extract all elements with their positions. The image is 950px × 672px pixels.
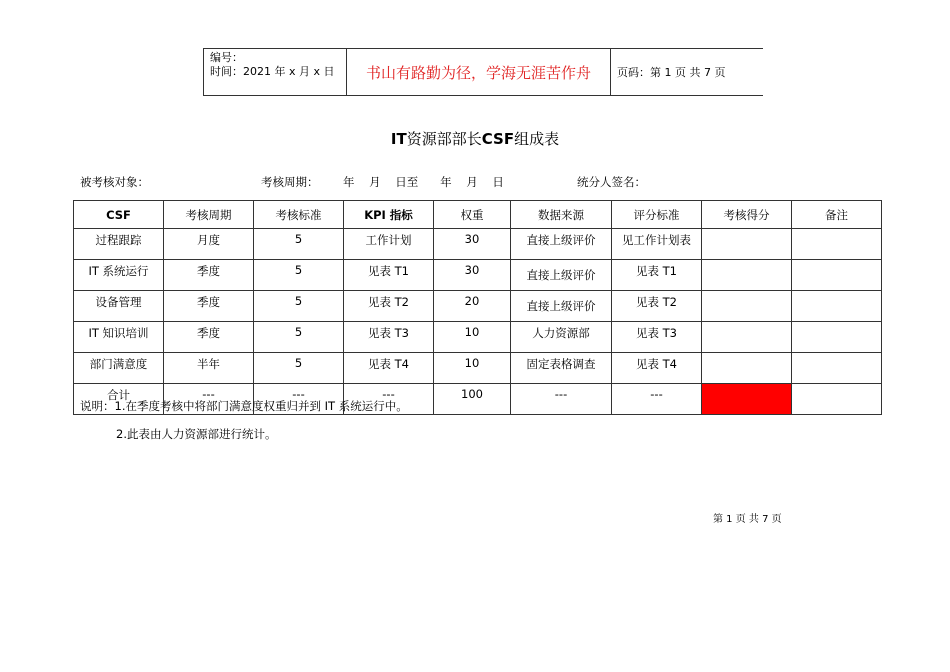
cell: 10 bbox=[434, 322, 511, 353]
table-row bbox=[74, 322, 882, 353]
cell: 直接上级评价 bbox=[511, 260, 612, 291]
cell bbox=[702, 322, 792, 353]
note-line-2: 2.此表由人力资源部进行统计。 bbox=[116, 427, 277, 441]
note-line-1: 说明：1.在季度考核中将部门满意度权重归并到 IT 系统运行中。 bbox=[80, 399, 408, 413]
cell: 见表 T4 bbox=[612, 353, 702, 384]
footer-page-number: 第 1 页 共 7 页 bbox=[713, 514, 782, 525]
cell: 见表 T1 bbox=[344, 260, 434, 291]
cell bbox=[792, 384, 882, 415]
header-period: 考核周期 bbox=[164, 201, 254, 229]
cell: 100 bbox=[434, 384, 511, 415]
cell: --- bbox=[344, 384, 434, 415]
cell: 固定表格调查 bbox=[511, 353, 612, 384]
cell: 5 bbox=[254, 260, 344, 291]
cell: 见表 T1 bbox=[612, 260, 702, 291]
title-it: IT bbox=[390, 130, 407, 148]
header-source: 数据来源 bbox=[511, 201, 612, 229]
cell bbox=[702, 229, 792, 260]
cell: 30 bbox=[434, 229, 511, 260]
cell: --- bbox=[511, 384, 612, 415]
cell: 半年 bbox=[164, 353, 254, 384]
cell: IT 系统运行 bbox=[74, 260, 164, 291]
header-score: 考核得分 bbox=[702, 201, 792, 229]
cell: 20 bbox=[434, 291, 511, 322]
cell: 季度 bbox=[164, 322, 254, 353]
table-row bbox=[74, 291, 882, 322]
cell: 合计 bbox=[74, 384, 164, 415]
signature-label: 统分人签名： bbox=[577, 175, 646, 189]
total-score-cell bbox=[702, 384, 792, 415]
cell: 5 bbox=[254, 229, 344, 260]
cell: 工作计划 bbox=[344, 229, 434, 260]
time-label: 时间：2021 年 x 月 x 日 bbox=[210, 65, 335, 78]
cell: --- bbox=[164, 384, 254, 415]
period-label: 考核周期： bbox=[261, 175, 319, 189]
cell: 直接上级评价 bbox=[511, 229, 612, 260]
page-info: 页码：第 1 页 共 7 页 bbox=[617, 66, 726, 79]
cell: 人力资源部 bbox=[511, 322, 612, 353]
table-row bbox=[74, 353, 882, 384]
title-suffix: 组成表 bbox=[514, 130, 560, 148]
cell bbox=[792, 229, 882, 260]
cell: --- bbox=[254, 384, 344, 415]
cell: 设备管理 bbox=[74, 291, 164, 322]
cell: 季度 bbox=[164, 291, 254, 322]
date-range: 年 月 日至 年 月 日 bbox=[343, 175, 504, 189]
title-csf: CSF bbox=[481, 130, 515, 148]
cell: IT 知识培训 bbox=[74, 322, 164, 353]
cell: 5 bbox=[254, 353, 344, 384]
page-title bbox=[0, 128, 950, 149]
cell bbox=[702, 260, 792, 291]
evaluatee-label: 被考核对象： bbox=[80, 175, 149, 189]
cell bbox=[702, 291, 792, 322]
cell: 过程跟踪 bbox=[74, 229, 164, 260]
cell bbox=[792, 322, 882, 353]
cell: 5 bbox=[254, 291, 344, 322]
cell: 见表 T3 bbox=[344, 322, 434, 353]
cell bbox=[702, 353, 792, 384]
header-box bbox=[203, 48, 763, 96]
cell: 直接上级评价 bbox=[511, 291, 612, 322]
cell: 季度 bbox=[164, 260, 254, 291]
header-kpi: KPI 指标 bbox=[344, 201, 434, 229]
motto: 书山有路勤为径，学海无涯苦作舟 bbox=[347, 49, 611, 95]
title-dept: 资源部部长 bbox=[406, 130, 482, 148]
table-row bbox=[74, 260, 882, 291]
header-left-cell bbox=[204, 49, 347, 95]
cell bbox=[792, 260, 882, 291]
header-remark: 备注 bbox=[792, 201, 882, 229]
csf-table bbox=[73, 200, 882, 415]
cell: --- bbox=[612, 384, 702, 415]
cell bbox=[792, 291, 882, 322]
cell: 10 bbox=[434, 353, 511, 384]
cell: 见工作计划表 bbox=[612, 229, 702, 260]
table-header-row bbox=[74, 201, 882, 229]
header-standard: 考核标准 bbox=[254, 201, 344, 229]
cell: 见表 T2 bbox=[612, 291, 702, 322]
header-csf: CSF bbox=[74, 201, 164, 229]
cell: 月度 bbox=[164, 229, 254, 260]
cell: 见表 T2 bbox=[344, 291, 434, 322]
cell bbox=[792, 353, 882, 384]
cell: 部门满意度 bbox=[74, 353, 164, 384]
cell: 见表 T3 bbox=[612, 322, 702, 353]
cell: 30 bbox=[434, 260, 511, 291]
table-row bbox=[74, 229, 882, 260]
number-label: 编号： bbox=[210, 51, 243, 64]
header-weight: 权重 bbox=[434, 201, 511, 229]
header-scoring: 评分标准 bbox=[612, 201, 702, 229]
cell: 见表 T4 bbox=[344, 353, 434, 384]
cell: 5 bbox=[254, 322, 344, 353]
